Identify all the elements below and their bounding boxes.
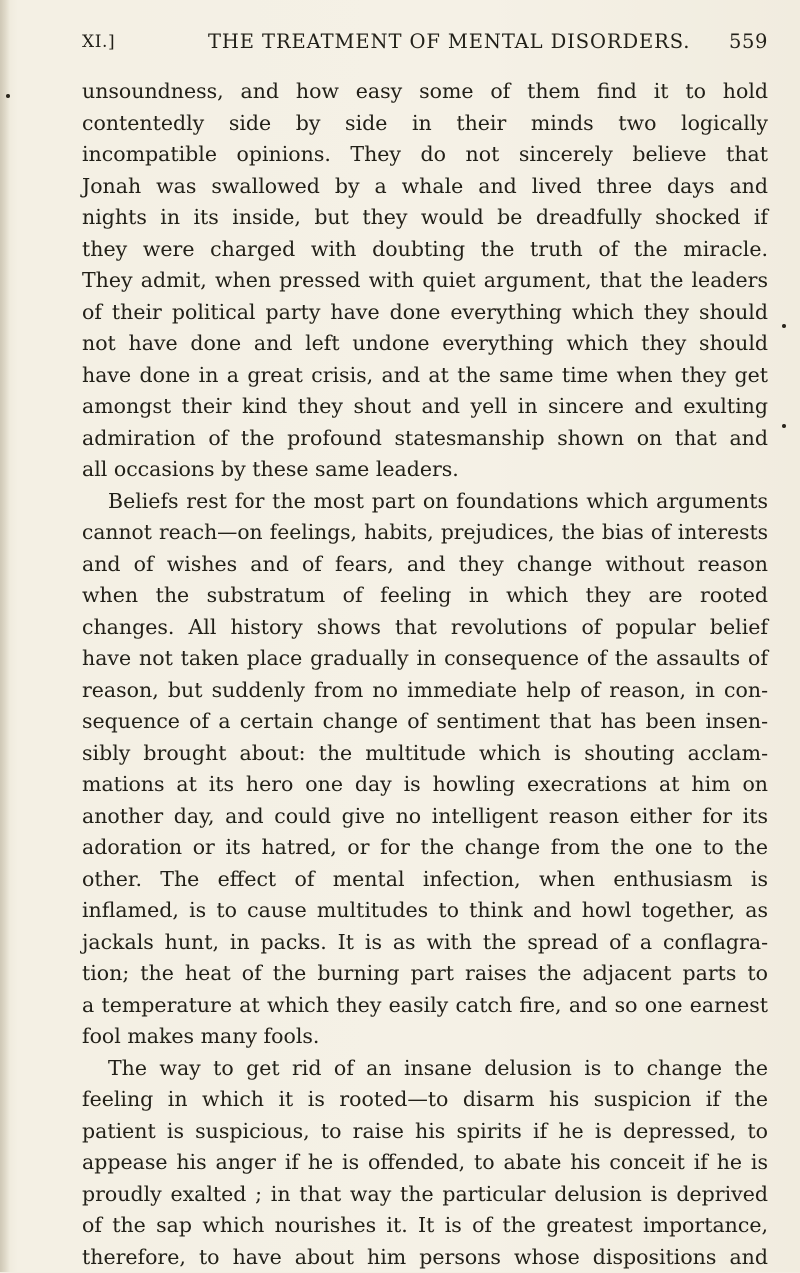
paragraph-start-line: Beliefs rest for the most part on foundations which arguments <box>82 486 768 518</box>
margin-mark <box>782 324 786 328</box>
text-line: mations at its hero one day is howling execrations at him on <box>82 769 768 801</box>
text-line: when the substratum of feeling in which they are rooted <box>82 580 768 612</box>
binding-shadow <box>0 0 10 1272</box>
text-line: adoration or its hatred, or for the change from the one to the <box>82 832 768 864</box>
running-title: THE TREATMENT OF MENTAL DISORDERS. <box>208 30 690 53</box>
text-line: jackals hunt, in packs. It is as with the spread of a conflagra- <box>82 927 768 959</box>
text-line: have done in a great crisis, and at the same time when they get <box>82 360 768 392</box>
text-line: not have done and left undone everything which they should <box>82 328 768 360</box>
text-line: and of wishes and of fears, and they change without reason <box>82 549 768 581</box>
text-line: a temperature at which they easily catch fire, and so one earnest <box>82 990 768 1022</box>
text-line: feeling in which it is rooted—to disarm his suspicion if the <box>82 1084 768 1116</box>
body-text <box>82 76 768 1273</box>
text-line: amongst their kind they shout and yell in sincere and exulting <box>82 391 768 423</box>
text-line: admiration of the profound statesmanship shown on that and <box>82 423 768 455</box>
text-line: They admit, when pressed with quiet argument, that the leaders <box>82 265 768 297</box>
chapter-marker: XI.] <box>82 32 115 52</box>
running-header <box>82 26 768 62</box>
paragraph-end-line: fool makes many fools. <box>82 1021 768 1053</box>
text-line: appease his anger if he is offended, to abate his conceit if he is <box>82 1147 768 1179</box>
text-line: incompatible opinions. They do not sincerely believe that <box>82 139 768 171</box>
text-line: sibly brought about: the multitude which is shouting acclam- <box>82 738 768 770</box>
text-line: inflamed, is to cause multitudes to think and howl together, as <box>82 895 768 927</box>
text-line: patient is suspicious, to raise his spirits if he is depressed, to <box>82 1116 768 1148</box>
text-line: changes. All history shows that revolutions of popular belief <box>82 612 768 644</box>
text-line: have not taken place gradually in consequence of the assaults of <box>82 643 768 675</box>
text-line: another day, and could give no intelligent reason either for its <box>82 801 768 833</box>
text-line: therefore, to have about him persons whose dispositions and <box>82 1242 768 1273</box>
text-line: contentedly side by side in their minds two logically <box>82 108 768 140</box>
text-line: they were charged with doubting the truth of the miracle. <box>82 234 768 266</box>
paragraph-start-line: The way to get rid of an insane delusion is to change the <box>82 1053 768 1085</box>
text-line: reason, but suddenly from no immediate help of reason, in con- <box>82 675 768 707</box>
paragraph-end-line: all occasions by these same leaders. <box>82 454 768 486</box>
margin-mark <box>6 94 10 98</box>
page-number: 559 <box>729 30 768 53</box>
text-line: other. The effect of mental infection, when enthusiasm is <box>82 864 768 896</box>
text-line: sequence of a certain change of sentiment that has been insen- <box>82 706 768 738</box>
text-line: tion; the heat of the burning part raises the adjacent parts to <box>82 958 768 990</box>
text-line: nights in its inside, but they would be dreadfully shocked if <box>82 202 768 234</box>
text-line: cannot reach—on feelings, habits, prejudices, the bias of interests <box>82 517 768 549</box>
margin-mark <box>782 424 786 428</box>
text-line: proudly exalted ; in that way the particular delusion is deprived <box>82 1179 768 1211</box>
text-line: of their political party have done everything which they should <box>82 297 768 329</box>
text-line: Jonah was swallowed by a whale and lived three days and <box>82 171 768 203</box>
text-line: of the sap which nourishes it. It is of the greatest importance, <box>82 1210 768 1242</box>
text-line: unsoundness, and how easy some of them find it to hold <box>82 76 768 108</box>
